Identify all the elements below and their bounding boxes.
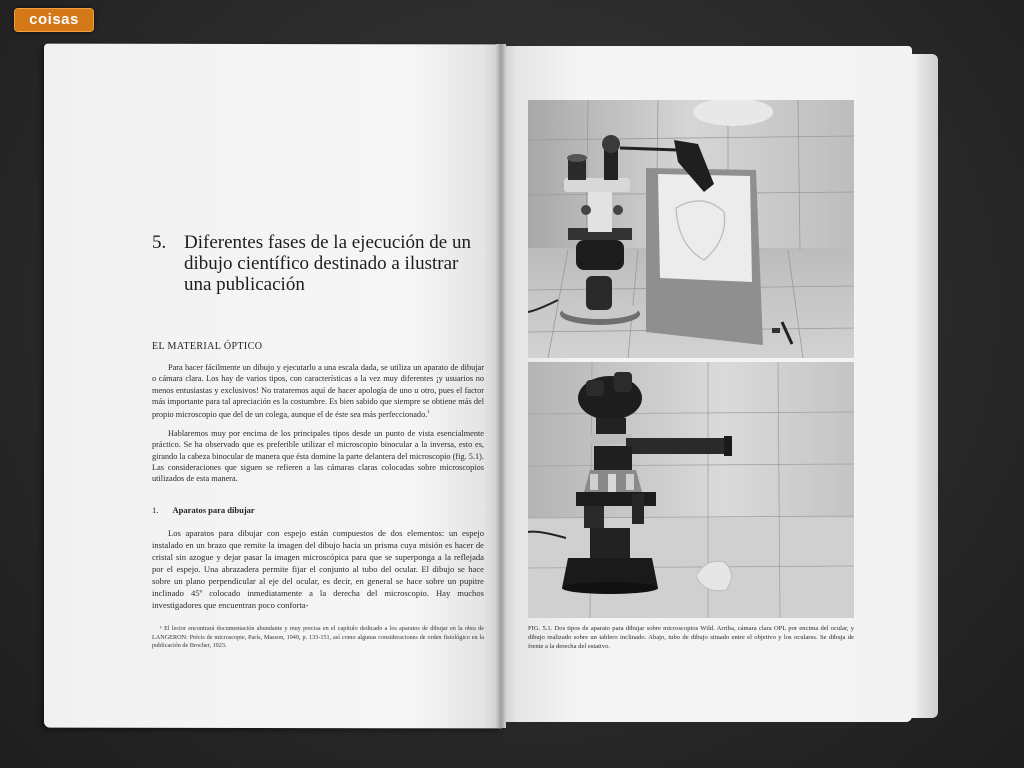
book-gutter [496,44,506,728]
paragraph-3: Los aparatos para dibujar con espejo están compuestos de dos elementos: un espejo instalado en un brazo que remite la imagen del dibujo hacia un prisma cuya misión es hacer de cristal sin azogue y dejar pasar la imagen microscópica para que se superponga a la reflejada por el espejo. Una abrazadera permite fijar el conjunto al tubo del ocular. El dibujo se hace sobre un plano perpendicular al eje del ocular, es decir, en general se hace sobre un pupitre inclinado 45º colocado inmediatamente a la derecha del microscopio. Hay muchos investigadores que encuentran poco conforta- [152,528,484,610]
figure-top-photo [528,100,854,358]
subsection-title: Aparatos para dibujar [172,505,255,515]
section-heading: EL MATERIAL ÓPTICO [152,341,263,352]
paragraph-1-text: Para hacer fácilmente un dibujo y ejecutarlo a una escala dada, se utiliza un aparato de dibujar o cámara clara. Los hay de varios tipos, con características a la vez muy diferentes ¡y usuarios no menos entusiastas y exclusivos! No trataremos aquí de hacer apología de uno u otro, pues el factor más importante para tal apreciación es la costumbre. Es bien sabido que siempre se obtiene más del propio microscopio que del de un colega, aunque el de éste sea más perfeccionado. [152,363,484,419]
subsection-heading [152,505,255,515]
chapter-number: 5. [152,232,167,253]
footnote: ¹ El lector encontrará documentación abundante y muy precisa en el capítulo dedicado a los aparatos de dibujar en la obra de LANGERON: Précis de microscopie, París, Masson, 1949, p. 133-151, así como algunas consideraciones de orden fisiológico en la publicación de Brocher, 1923. [152,625,484,650]
paragraph-1 [152,362,484,420]
figure-caption: FIG. 5.1. Dos tipos de aparato para dibujar sobre microscopios Wild. Arriba, cámara clara OPL por encima del ocular, y dibujo realizado sobre un tablero inclinado. Abajo, tubo de dibujo situado entre el objetivo y los oculares. Se dibuja de frente a la derecha del estativo. [528,625,854,650]
chapter-title: Diferentes fases de la ejecución de un dibujo científico destinado a ilustrar una publicación [184,232,471,295]
watermark-logo: coisas [14,8,94,32]
figure-bottom-photo [528,362,854,618]
footnote-mark: 1 [427,410,430,416]
paragraph-2: Hablaremos muy por encima de los principales tipos desde un punto de vista esencialmente práctico. Se ha observado que es preferible utilizar el microscopio binocular a la inversa, esto es, girando la cabeza binocular de manera que ésta domine la parte delantera del microscopio (fig. 5.1). Las consideraciones que siguen se refieren a las cámaras claras colocadas sobre microscopios utilizados de esta manera. [152,429,484,484]
subsection-number: 1. [152,505,159,515]
